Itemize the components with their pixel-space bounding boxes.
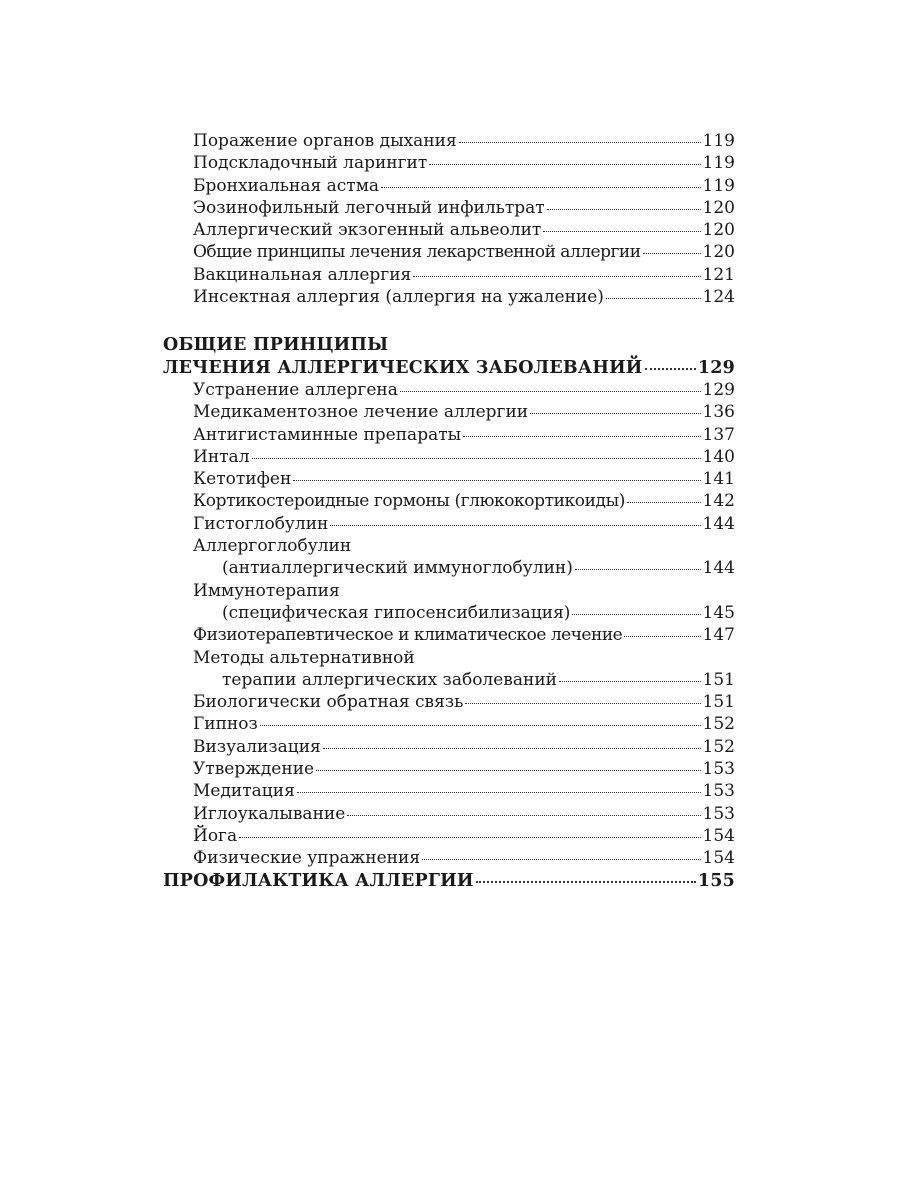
toc-leader-dots bbox=[559, 681, 701, 682]
toc-entry[interactable] bbox=[163, 513, 735, 535]
toc-entry[interactable] bbox=[163, 602, 735, 624]
toc-entry-page: 140 bbox=[702, 446, 735, 467]
toc-leader-dots bbox=[293, 480, 700, 481]
toc-entry-title: Кортикостероидные гормоны (глюкокортикоиды) bbox=[193, 491, 625, 512]
toc-leader-dots bbox=[381, 187, 700, 188]
toc-entry[interactable] bbox=[163, 175, 735, 197]
toc-entry-page: 147 bbox=[702, 625, 735, 646]
toc-entry[interactable] bbox=[163, 713, 735, 735]
toc-leader-dots bbox=[422, 859, 700, 860]
toc-entry[interactable] bbox=[163, 130, 735, 152]
toc-entry-title: Утверждение bbox=[193, 759, 315, 780]
toc-entry-title: Антигистаминные препараты bbox=[193, 424, 462, 445]
toc-entry-title: Общие принципы лечения лекарственной аллергии bbox=[193, 242, 641, 263]
toc-entry[interactable] bbox=[163, 847, 735, 869]
toc-entry-page: 144 bbox=[702, 558, 735, 579]
toc-entry-title: Физические упражнения bbox=[193, 848, 421, 869]
toc-entry-page: 153 bbox=[702, 803, 735, 824]
toc-leader-dots bbox=[543, 231, 700, 232]
toc-leader-dots bbox=[260, 725, 701, 726]
toc-entry[interactable] bbox=[163, 803, 735, 825]
toc-entry[interactable] bbox=[163, 825, 735, 847]
toc-entry[interactable] bbox=[163, 758, 735, 780]
toc-entry-title: Аллергоглобулин bbox=[193, 536, 352, 557]
toc-entry[interactable] bbox=[163, 379, 735, 401]
toc-entry-title: Иммунотерапия bbox=[193, 580, 340, 601]
toc-group-treatment bbox=[163, 379, 735, 691]
section-spacer bbox=[163, 308, 735, 334]
toc-entry-page: 142 bbox=[702, 491, 735, 512]
toc-entry[interactable] bbox=[163, 446, 735, 468]
toc-entry-page: 120 bbox=[702, 197, 735, 218]
toc-entry-title: Йога bbox=[193, 825, 238, 846]
toc-entry[interactable] bbox=[163, 219, 735, 241]
toc-entry-page: 141 bbox=[702, 469, 735, 490]
toc-entry-page: 145 bbox=[702, 602, 735, 623]
toc-entry-page: 151 bbox=[702, 669, 735, 690]
toc-leader-dots bbox=[606, 298, 701, 299]
toc-entry-title: Устранение аллергена bbox=[193, 379, 398, 400]
toc-entry-page: 136 bbox=[702, 402, 735, 423]
toc-entry-page: 120 bbox=[702, 220, 735, 241]
toc-entry-title: Эозинофильный легочный инфильтрат bbox=[193, 197, 545, 218]
toc-leader-dots bbox=[252, 458, 701, 459]
toc-leader-dots bbox=[645, 368, 696, 370]
toc-section-page: 129 bbox=[697, 357, 735, 378]
toc-group-respiratory bbox=[163, 130, 735, 308]
toc-entry-page: 151 bbox=[702, 692, 735, 713]
toc-section-title: ОБЩИЕ ПРИНЦИПЫ bbox=[163, 335, 389, 356]
toc-entry-title: Бронхиальная астма bbox=[193, 175, 380, 196]
toc-leader-dots bbox=[463, 436, 700, 437]
toc-section-heading[interactable] bbox=[163, 357, 735, 379]
toc-leader-dots bbox=[316, 770, 700, 771]
toc-entry-page: 137 bbox=[702, 424, 735, 445]
toc-entry-title: Гистоглобулин bbox=[193, 513, 329, 534]
toc-entry[interactable] bbox=[163, 780, 735, 802]
toc-entry-title: (антиаллергический иммуноглобулин) bbox=[222, 558, 573, 579]
table-of-contents bbox=[163, 130, 735, 892]
toc-entry[interactable] bbox=[163, 624, 735, 646]
toc-leader-dots bbox=[323, 748, 701, 749]
toc-leader-dots bbox=[643, 253, 701, 254]
toc-entry[interactable] bbox=[163, 424, 735, 446]
toc-leader-dots bbox=[459, 142, 701, 143]
toc-entry-title: Биологически обратная связь bbox=[193, 692, 464, 713]
toc-leader-dots bbox=[400, 391, 701, 392]
toc-entry[interactable] bbox=[163, 241, 735, 263]
toc-entry-page: 153 bbox=[702, 781, 735, 802]
toc-entry-title: Визуализация bbox=[193, 736, 321, 757]
toc-entry-line1[interactable] bbox=[163, 647, 735, 669]
toc-entry-page: 153 bbox=[702, 759, 735, 780]
toc-leader-dots bbox=[624, 636, 700, 637]
toc-entry-line1[interactable] bbox=[163, 535, 735, 557]
toc-section-title: ПРОФИЛАКТИКА АЛЛЕРГИИ bbox=[163, 870, 474, 891]
toc-section-title: ЛЕЧЕНИЯ АЛЛЕРГИЧЕСКИХ ЗАБОЛЕВАНИЙ bbox=[163, 357, 643, 378]
toc-entry-title: Вакцинальная аллергия bbox=[193, 264, 412, 285]
toc-entry-title: Иглоукалывание bbox=[193, 803, 346, 824]
toc-leader-dots bbox=[330, 525, 700, 526]
toc-entry[interactable] bbox=[163, 468, 735, 490]
toc-entry-page: 154 bbox=[702, 825, 735, 846]
toc-entry[interactable] bbox=[163, 669, 735, 691]
toc-leader-dots bbox=[530, 413, 700, 414]
toc-leader-dots bbox=[297, 792, 701, 793]
toc-group-alternative bbox=[163, 691, 735, 869]
toc-leader-dots bbox=[429, 164, 700, 165]
toc-section-page: 155 bbox=[697, 870, 735, 891]
toc-entry-title: Интал bbox=[193, 446, 250, 467]
toc-entry-title: Медикаментозное лечение аллергии bbox=[193, 402, 529, 423]
toc-entry-title: (специфическая гипосенсибилизация) bbox=[222, 602, 571, 623]
toc-entry[interactable] bbox=[163, 490, 735, 512]
toc-entry-title: Инсектная аллергия (аллергия на ужаление) bbox=[193, 287, 604, 308]
toc-entry-page: 119 bbox=[702, 131, 735, 151]
toc-leader-dots bbox=[627, 502, 701, 503]
toc-entry-page: 119 bbox=[702, 175, 735, 196]
toc-entry[interactable] bbox=[163, 736, 735, 758]
toc-entry-page: 119 bbox=[702, 153, 735, 174]
toc-entry-title: Подскладочный ларингит bbox=[193, 153, 428, 174]
toc-entry[interactable] bbox=[163, 401, 735, 423]
toc-entry-page: 154 bbox=[702, 848, 735, 869]
toc-entry-page: 121 bbox=[702, 264, 735, 285]
toc-entry-page: 152 bbox=[702, 736, 735, 757]
toc-leader-dots bbox=[547, 209, 701, 210]
toc-entry-page: 144 bbox=[702, 513, 735, 534]
toc-entry-title: Методы альтернативной bbox=[193, 647, 415, 668]
toc-leader-dots bbox=[476, 881, 696, 883]
toc-leader-dots bbox=[572, 614, 700, 615]
toc-section-heading-line1[interactable] bbox=[163, 334, 735, 356]
toc-entry[interactable] bbox=[163, 286, 735, 308]
toc-entry[interactable] bbox=[163, 557, 735, 579]
toc-entry-page: 129 bbox=[702, 379, 735, 400]
toc-leader-dots bbox=[465, 703, 700, 704]
toc-entry-title: Гипноз bbox=[193, 714, 258, 735]
toc-leader-dots bbox=[347, 815, 700, 816]
toc-entry-title: Медитация bbox=[193, 781, 295, 802]
toc-leader-dots bbox=[239, 837, 700, 838]
toc-entry-page: 120 bbox=[702, 242, 735, 263]
toc-entry-page: 152 bbox=[702, 714, 735, 735]
toc-section-heading[interactable] bbox=[163, 870, 735, 892]
toc-entry-line1[interactable] bbox=[163, 580, 735, 602]
toc-entry-page: 124 bbox=[702, 287, 735, 308]
toc-entry-title: Поражение органов дыхания bbox=[193, 131, 457, 151]
toc-leader-dots bbox=[575, 569, 701, 570]
toc-entry-title: Кетотифен bbox=[193, 469, 292, 490]
toc-entry-title: Физиотерапевтическое и климатическое лечение bbox=[193, 625, 623, 646]
toc-entry[interactable] bbox=[163, 691, 735, 713]
toc-entry-title: терапии аллергических заболеваний bbox=[222, 669, 557, 690]
toc-leader-dots bbox=[413, 276, 700, 277]
toc-entry[interactable] bbox=[163, 264, 735, 286]
toc-entry[interactable] bbox=[163, 197, 735, 219]
toc-entry[interactable] bbox=[163, 152, 735, 174]
toc-entry-title: Аллергический экзогенный альвеолит bbox=[193, 220, 542, 241]
